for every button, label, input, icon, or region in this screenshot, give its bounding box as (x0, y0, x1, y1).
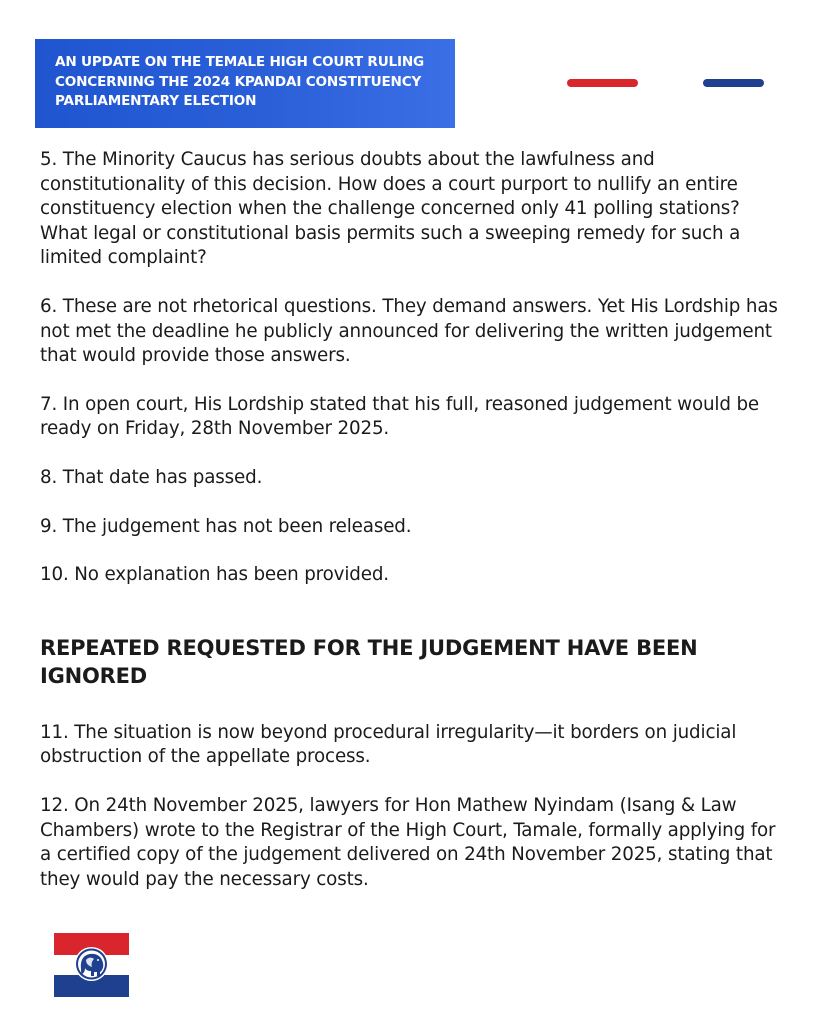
page-title: AN UPDATE ON THE TEMALE HIGH COURT RULING CONCERNING THE 2024 KPANDAI CONSTITUENCY PARLIAMENTARY ELECTION (55, 54, 424, 109)
section-heading: REPEATED REQUESTED FOR THE JUDGEMENT HAVE BEEN IGNORED (40, 635, 698, 688)
paragraph-7: 7. In open court, His Lordship stated that his full, reasoned judgement would be ready on Friday, 28th November 2025. (40, 393, 760, 440)
elephant-party-logo-icon (54, 933, 129, 997)
accent-blue-bar (703, 79, 764, 87)
paragraph-11: 11. The situation is now beyond procedural irregularity—it borders on judicial obstruction of the appellate process. (40, 721, 737, 768)
paragraph-12: 12. On 24th November 2025, lawyers for Hon Mathew Nyindam (Isang & Law Chambers) wrote to the Registrar of the High Court, Tamale, formally applying for a certified copy of the judgement delivered on 24th November 2025, stating that they would pay the necessary costs. (40, 794, 776, 890)
paragraph-5: 5. The Minority Caucus has serious doubts about the lawfulness and constitutionality of this decision. How does a court purport to nullify an entire constituency election when the challenge concerned only 41 polling stations? What legal or constitutional basis permits such a sweeping remedy for such a limited complaint? (40, 149, 741, 269)
header-banner (35, 39, 455, 128)
accent-red-bar (567, 79, 638, 87)
paragraph-9: 9. The judgement has not been released. (40, 515, 412, 537)
paragraph-6: 6. These are not rhetorical questions. They demand answers. Yet His Lordship has not met the deadline he publicly announced for delivering the written judgement that would provide those answers. (40, 295, 778, 367)
paragraph-10: 10. No explanation has been provided. (40, 564, 389, 586)
paragraph-8: 8. That date has passed. (40, 466, 263, 488)
document-body (40, 148, 790, 892)
